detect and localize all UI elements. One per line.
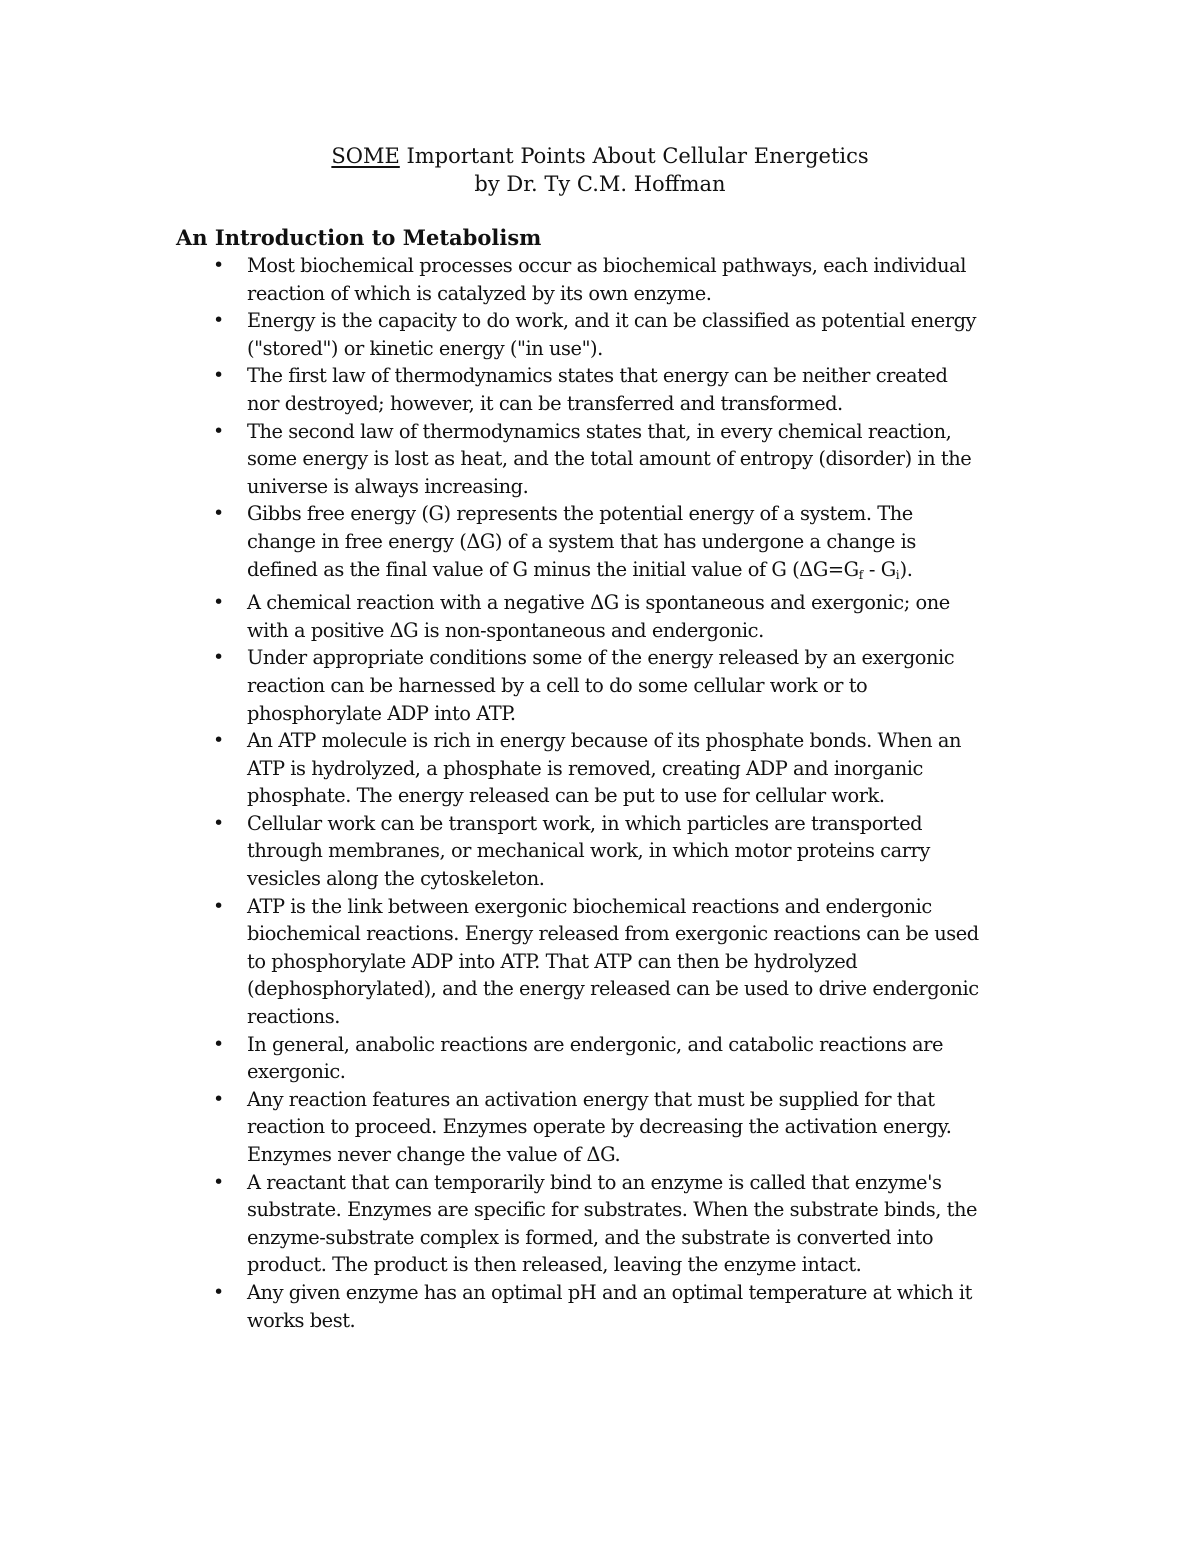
bullet-item [176,1169,1046,1279]
bullet-item [176,252,1046,307]
author-byline: by Dr. Ty C.M. Hoffman [474,172,726,196]
bullet-text-line: change in free energy (ΔG) of a system that has undergone a change is [247,529,916,553]
bullet-text-line: reactions. [247,1005,340,1029]
bullet-icon: • [213,1280,225,1303]
bullet-text-line: biochemical reactions. Energy released from exergonic reactions can be used [247,922,979,946]
bullet-text-line: product. The product is then released, leaving the enzyme intact. [247,1253,862,1277]
bullet-icon: • [213,364,225,387]
bullet-text-line: Any given enzyme has an optimal pH and an optimal temperature at which it [247,1280,972,1304]
bullet-text-line: (dephosphorylated), and the energy released can be used to drive endergonic [247,977,979,1001]
bullet-text-line: with a positive ΔG is non-spontaneous and endergonic. [247,618,764,642]
bullet-text-line: universe is always increasing. [247,474,529,498]
formula-text: ). [899,557,913,581]
bullet-text-line: substrate. Enzymes are specific for substrates. When the substrate binds, the [247,1198,978,1222]
bullet-text-line: The second law of thermodynamics states that, in every chemical reaction, [247,419,952,443]
bullet-item [176,644,1046,727]
bullet-text-line: phosphate. The energy released can be put to use for cellular work. [247,784,885,808]
bullet-text-line: Energy is the capacity to do work, and it can be classified as potential energy [247,309,977,333]
bullet-icon: • [213,811,225,834]
formula-text: - G [863,557,896,581]
bullet-text-line: to phosphorylate ADP into ATP. That ATP can then be hydrolyzed [247,949,858,973]
bullet-text-line: ATP is hydrolyzed, a phosphate is removed, creating ADP and inorganic [247,756,923,780]
bullet-icon: • [213,646,225,669]
bullet-item [176,418,1046,501]
bullet-icon: • [213,894,225,917]
bullet-text-line: An ATP molecule is rich in energy because of its phosphate bonds. When an [247,729,962,753]
bullet-item [176,1279,1046,1334]
bullet-text-line: phosphorylate ADP into ATP. [247,701,516,725]
bullet-text-line: Cellular work can be transport work, in which particles are transported [247,811,923,835]
bullet-text-line: In general, anabolic reactions are endergonic, and catabolic reactions are [247,1032,943,1056]
formula-subscript: f [858,567,864,582]
bullet-item [176,500,1046,589]
bullet-text-line: reaction of which is catalyzed by its own enzyme. [247,281,712,305]
bullet-text-line: A reactant that can temporarily bind to an enzyme is called that enzyme's [247,1170,942,1194]
bullet-text-line: works best. [247,1308,356,1332]
bullet-icon: • [213,254,225,276]
bullet-icon: • [213,591,225,614]
document-title [0,142,1200,170]
bullet-text-line: vesicles along the cytoskeleton. [247,867,545,891]
title-text: Important Points About Cellular Energetics [399,144,869,168]
bullet-icon: • [213,309,225,332]
bullet-icon: • [213,502,225,525]
bullet-item [176,810,1046,893]
bullet-item [176,1031,1046,1086]
section-heading: An Introduction to Metabolism [176,225,542,250]
bullet-text-line: reaction to proceed. Enzymes operate by decreasing the activation energy. [247,1115,952,1139]
bullet-icon: • [213,1032,225,1055]
bullet-item [176,893,1046,1031]
bullet-text-line: Most biochemical processes occur as biochemical pathways, each individual [247,254,967,277]
formula-text: defined as the final value of G minus the initial value of G (ΔG=G [247,557,859,581]
bullet-text-line: exergonic. [247,1060,346,1084]
bullet-text-line: through membranes, or mechanical work, in which motor proteins carry [247,839,930,863]
bullet-text-line: Under appropriate conditions some of the energy released by an exergonic [247,646,955,670]
bullet-text-line: Gibbs free energy (G) represents the potential energy of a system. The [247,502,913,526]
bullet-icon: • [213,1087,225,1110]
title-block [0,142,1200,198]
bullet-item [176,1086,1046,1169]
bullet-text-line: ("stored") or kinetic energy ("in use"). [247,336,603,360]
bullet-text-line: The first law of thermodynamics states that energy can be neither created [247,364,948,388]
bullet-list [176,252,1046,1334]
formula-line [247,556,1046,590]
title-emphasis: SOME [331,144,400,168]
bullet-text-line: enzyme-substrate complex is formed, and the substrate is converted into [247,1225,934,1249]
bullet-text-line: reaction can be harnessed by a cell to do some cellular work or to [247,673,868,697]
bullet-text-line: ATP is the link between exergonic biochemical reactions and endergonic [247,894,932,918]
bullet-item [176,589,1046,644]
bullet-icon: • [213,419,225,442]
bullet-text-line: Enzymes never change the value of ΔG. [247,1143,621,1166]
bullet-text-line: A chemical reaction with a negative ΔG is spontaneous and exergonic; one [247,591,950,615]
bullet-text-line: some energy is lost as heat, and the total amount of entropy (disorder) in the [247,447,972,471]
bullet-icon: • [213,1170,225,1193]
bullet-item [176,362,1046,417]
bullet-item [176,307,1046,362]
bullet-item [176,727,1046,810]
bullet-text-line: Any reaction features an activation energy that must be supplied for that [247,1087,935,1111]
bullet-icon: • [213,729,225,752]
formula-subscript: i [895,567,900,582]
bullet-text-line: nor destroyed; however, it can be transferred and transformed. [247,391,843,415]
